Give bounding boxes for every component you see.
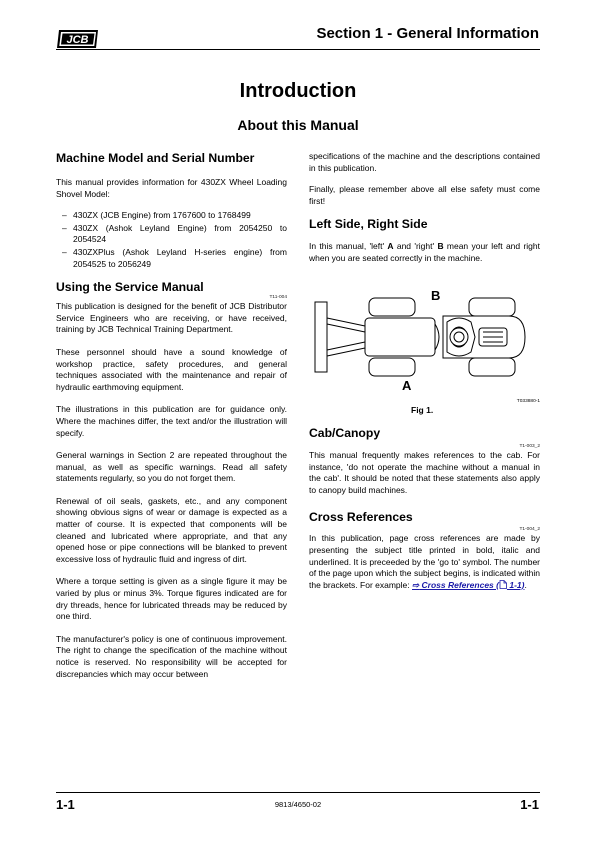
machine-text: This manual provides information for 430ZX Wheel Loading Shovel Model: (56, 177, 287, 199)
list-item: – 430ZX (Ashok Leyland Engine) from 2054250 to 2054524 (62, 222, 287, 245)
machine-top-view-figure (309, 288, 541, 404)
brand-text: JCB (66, 34, 89, 46)
paragraph: Finally, please remember above all else safety must come first! (309, 184, 540, 206)
cross-text: In this publication, page cross references are made by presenting the subject title printed in bold, italic and underlined. It is preceeded by the 'go to' symbol. The number of the page upon which the subject begins, is indicated within the brackets. For example: ⇨ Cross References ( 1-1). (309, 533, 540, 590)
jcb-logo (56, 28, 100, 50)
right-column-lower (309, 426, 540, 591)
page-icon (499, 580, 507, 589)
service-heading: Using the Service Manual (56, 280, 204, 295)
model-list (56, 210, 287, 270)
figure-caption: Fig 1. (411, 405, 434, 415)
document-number: 9813/4650-02 (274, 800, 322, 809)
paragraph: This publication is designed for the benefit of JCB Distributor Service Engineers who are receiving, or have received, training by JCB Technical Training Department. (56, 301, 287, 335)
figure-label-a: A (402, 378, 412, 393)
cab-heading: Cab/Canopy (309, 426, 381, 440)
section-title: Section 1 - General Information (316, 25, 539, 42)
wheel-shape (469, 298, 515, 316)
paragraph: The manufacturer's policy is one of continuous improvement. The right to change the specification of the machine without notice is reserved. No responsibility will be accepted for discrepancies which may occur between (56, 633, 287, 679)
footer-rule (56, 792, 540, 793)
section-code: T1-004_2 (519, 527, 540, 533)
cross-reference-link[interactable]: ⇨ Cross References ( 1-1) (412, 579, 525, 590)
figure-code: T033880-1 (516, 399, 540, 404)
left-right-text: In this manual, 'left' A and 'right' B mean your left and right when you are seated correctly in the machine. (309, 241, 540, 263)
page-title: Introduction (239, 80, 357, 102)
figure-label-b: B (431, 288, 441, 303)
list-item: – 430ZX (JCB Engine) from 1767600 to 1768499 (62, 210, 251, 221)
section-code: T11-004 (269, 295, 287, 301)
right-column (309, 151, 540, 265)
page-subtitle: About this Manual (237, 117, 359, 133)
left-column (56, 151, 287, 680)
wheel-shape (369, 298, 415, 316)
section-code: T1-003_2 (519, 444, 540, 449)
paragraph: The illustrations in this publication are for guidance only. Where the machines differ, the text and/or the illustration will specify. (56, 404, 287, 438)
cross-heading: Cross References (309, 510, 413, 525)
go-to-arrow-icon: ⇨ (412, 579, 420, 590)
wheel-shape (369, 358, 415, 376)
paragraph: General warnings in Section 2 are repeated throughout the manual, as well as specific warnings. Read all safety statements regularly, so you do not forget them. (56, 450, 287, 484)
paragraph: These personnel should have a sound knowledge of workshop practice, safety procedures, and general techniques associated with the maintenance and repair of hydraulic earthmoving equipment. (56, 346, 287, 392)
header-rule (56, 49, 540, 50)
paragraph: specifications of the machine and the descriptions contained in this publication. (309, 151, 540, 173)
page-number-left: 1-1 (56, 797, 75, 812)
cab-text: This manual frequently makes references to the cab. For instance, 'do not operate the machine without a manual in the cab'. It should be noted that these statements also apply to canopy build machines. (309, 450, 540, 495)
wheel-shape (469, 358, 515, 376)
bucket-shape (315, 302, 327, 372)
paragraph: Renewal of oil seals, gaskets, etc., and any component showing obvious signs of wear or damage is expected as a matter of course. It is expected that components will be cleaned and lubricated where appropriate, and that any opened hose or pipe connections will be blanked to prevent excessive loss of hydraulic fluid and ingress of dirt. (56, 495, 287, 564)
list-item: – 430ZXPlus (Ashok Leyland H-series engine) from 2054525 to 2056249 (62, 246, 287, 269)
page-number-right: 1-1 (520, 797, 539, 812)
left-right-heading: Left Side, Right Side (309, 217, 428, 232)
machine-heading: Machine Model and Serial Number (56, 151, 255, 165)
paragraph: Where a torque setting is given as a single figure it may be varied by plus or minus 3%. Torque figures indicated are for dry threads, hence for lubricated threads may be reduced by one third. (56, 576, 287, 622)
